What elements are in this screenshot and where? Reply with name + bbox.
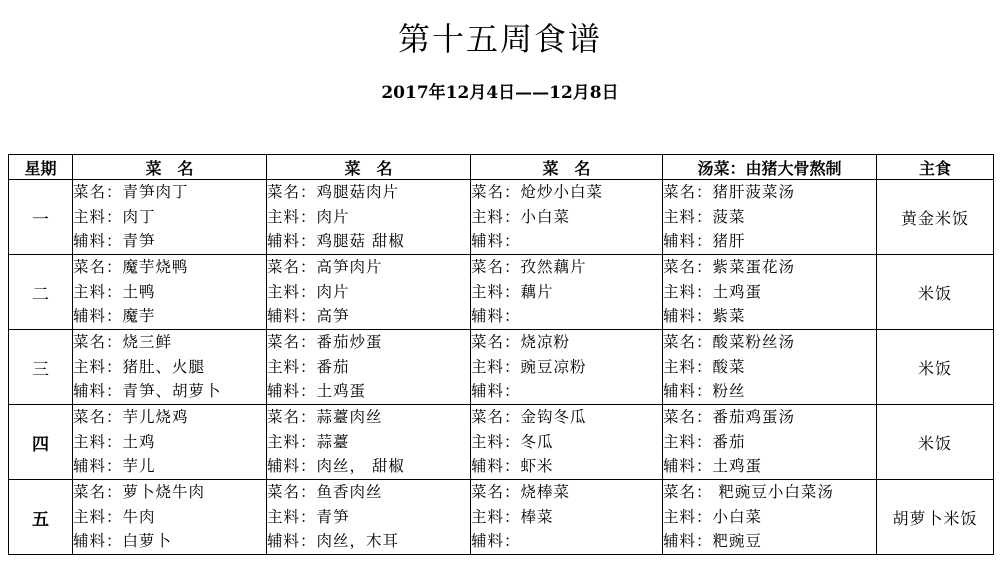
- dish-name: 菜名：魔芋烧鸭: [73, 258, 189, 277]
- weekday-cell: 四: [9, 405, 73, 480]
- table-row: [9, 405, 994, 480]
- aux-ingredient: 辅料：青笋、胡萝卜: [73, 382, 222, 401]
- main-ingredient: 主料：土鸡蛋: [663, 282, 763, 301]
- dish-cell: [267, 480, 471, 555]
- dish-name: 菜名：番茄炒蛋: [267, 333, 383, 352]
- main-ingredient: 主料：土鸡: [73, 432, 156, 451]
- header-soup: 汤菜：由猪大骨熬制: [663, 155, 877, 180]
- aux-ingredient: 辅料：青笋: [73, 232, 156, 251]
- aux-ingredient: 辅料：肉丝， 甜椒: [267, 457, 405, 476]
- dish-cell: [471, 480, 663, 555]
- aux-ingredient: 辅料：肉丝，木耳: [267, 532, 400, 551]
- staple-cell: 米饭: [877, 330, 994, 405]
- aux-ingredient: 辅料：: [471, 307, 521, 326]
- table-row: [9, 480, 994, 555]
- dish-cell: [73, 330, 267, 405]
- dish-cell: [73, 480, 267, 555]
- main-ingredient: 主料：蒜薹: [267, 432, 350, 451]
- soup-cell: [663, 405, 877, 480]
- main-ingredient: 主料：肉片: [267, 207, 350, 226]
- dish-name: 菜名：烧三鲜: [73, 333, 173, 352]
- aux-ingredient: 辅料：土鸡蛋: [663, 457, 763, 476]
- main-ingredient: 主料：青笋: [267, 507, 350, 526]
- date-range: 2017年12月4日——12月8日: [381, 83, 619, 103]
- aux-ingredient: 辅料：虾米: [471, 457, 554, 476]
- dish-name: 菜名：烧凉粉: [471, 333, 571, 352]
- dish-cell: [471, 180, 663, 255]
- staple-cell: 胡萝卜米饭: [877, 480, 994, 555]
- dish-name: 菜名：青笋肉丁: [73, 183, 189, 202]
- main-ingredient: 主料：小白菜: [663, 507, 763, 526]
- dish-cell: [73, 405, 267, 480]
- aux-ingredient: 辅料：高笋: [267, 307, 350, 326]
- weekday-cell: 一: [9, 180, 73, 255]
- aux-ingredient: 辅料：: [471, 532, 521, 551]
- dish-name: 菜名：番茄鸡蛋汤: [663, 408, 796, 427]
- dish-name: 菜名：紫菜蛋花汤: [663, 258, 796, 277]
- dish-cell: [471, 405, 663, 480]
- dish-name: 菜名：鱼香肉丝: [267, 483, 383, 502]
- table-row: [9, 180, 994, 255]
- weekday-cell: 五: [9, 480, 73, 555]
- weekday-cell: 三: [9, 330, 73, 405]
- dish-name: 菜名：炝炒小白菜: [471, 183, 604, 202]
- aux-ingredient: 辅料：芋儿: [73, 457, 156, 476]
- header-dish-3: 菜 名: [471, 155, 663, 180]
- aux-ingredient: 辅料：土鸡蛋: [267, 382, 367, 401]
- main-ingredient: 主料：番茄: [267, 357, 350, 376]
- dish-name: 菜名： 粑豌豆小白菜汤: [663, 483, 834, 502]
- dish-name: 菜名：鸡腿菇肉片: [267, 183, 400, 202]
- dish-cell: [267, 180, 471, 255]
- soup-cell: [663, 180, 877, 255]
- soup-cell: [663, 255, 877, 330]
- aux-ingredient: 辅料：粉丝: [663, 382, 746, 401]
- table-row: [9, 255, 994, 330]
- main-ingredient: 主料：豌豆凉粉: [471, 357, 587, 376]
- aux-ingredient: 辅料：鸡腿菇 甜椒: [267, 232, 405, 251]
- staple-cell: 黄金米饭: [877, 180, 994, 255]
- dish-name: 菜名：酸菜粉丝汤: [663, 333, 796, 352]
- dish-cell: [267, 255, 471, 330]
- dish-name: 菜名：猪肝菠菜汤: [663, 183, 796, 202]
- main-ingredient: 主料：酸菜: [663, 357, 746, 376]
- weekday-cell: 二: [9, 255, 73, 330]
- staple-cell: 米饭: [877, 255, 994, 330]
- header-weekday: 星期: [9, 155, 73, 180]
- header-staple: 主食: [877, 155, 994, 180]
- main-ingredient: 主料：番茄: [663, 432, 746, 451]
- header-row: [9, 155, 994, 180]
- header-dish-2: 菜 名: [267, 155, 471, 180]
- table-row: [9, 330, 994, 405]
- dish-name: 菜名：芋儿烧鸡: [73, 408, 189, 427]
- dish-cell: [267, 405, 471, 480]
- main-ingredient: 主料：菠菜: [663, 207, 746, 226]
- dish-cell: [267, 330, 471, 405]
- dish-name: 菜名：孜然藕片: [471, 258, 587, 277]
- aux-ingredient: 辅料：白萝卜: [73, 532, 173, 551]
- dish-name: 菜名：蒜薹肉丝: [267, 408, 383, 427]
- dish-cell: [471, 255, 663, 330]
- main-ingredient: 主料：肉丁: [73, 207, 156, 226]
- header-dish-1: 菜 名: [73, 155, 267, 180]
- aux-ingredient: 辅料：: [471, 232, 521, 251]
- aux-ingredient: 辅料：紫菜: [663, 307, 746, 326]
- main-ingredient: 主料：土鸭: [73, 282, 156, 301]
- dish-cell: [73, 180, 267, 255]
- main-ingredient: 主料：冬瓜: [471, 432, 554, 451]
- soup-cell: [663, 330, 877, 405]
- dish-cell: [73, 255, 267, 330]
- page-title: 第十五周食谱: [397, 20, 602, 58]
- main-ingredient: 主料：肉片: [267, 282, 350, 301]
- main-ingredient: 主料：猪肚、火腿: [73, 357, 206, 376]
- aux-ingredient: 辅料：: [471, 382, 521, 401]
- main-ingredient: 主料：棒菜: [471, 507, 554, 526]
- dish-name: 菜名：烧棒菜: [471, 483, 571, 502]
- main-ingredient: 主料：牛肉: [73, 507, 156, 526]
- dish-name: 菜名：高笋肉片: [267, 258, 383, 277]
- soup-cell: [663, 480, 877, 555]
- aux-ingredient: 辅料：猪肝: [663, 232, 746, 251]
- main-ingredient: 主料：藕片: [471, 282, 554, 301]
- aux-ingredient: 辅料：粑豌豆: [663, 532, 763, 551]
- aux-ingredient: 辅料：魔芋: [73, 307, 156, 326]
- dish-cell: [471, 330, 663, 405]
- menu-table: [8, 154, 994, 555]
- staple-cell: 米饭: [877, 405, 994, 480]
- dish-name: 菜名：萝卜烧牛肉: [73, 483, 206, 502]
- main-ingredient: 主料：小白菜: [471, 207, 571, 226]
- dish-name: 菜名：金钩冬瓜: [471, 408, 587, 427]
